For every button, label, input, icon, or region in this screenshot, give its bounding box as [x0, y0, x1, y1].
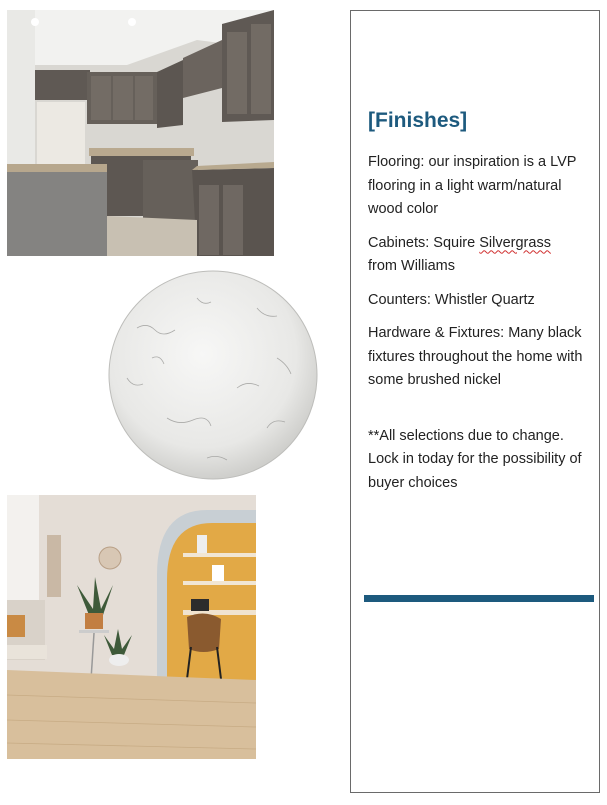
- living-room-photo: [7, 495, 256, 759]
- quartz-swatch-image: [107, 268, 319, 482]
- cabinets-text: [368, 232, 583, 279]
- kitchen-photo: [7, 10, 274, 256]
- selections-note: **All selections due to change. Lock in today for the possibility of buyer choices: [368, 427, 582, 491]
- hardware-text: Hardware & Fixtures: Many black fixtures throughout the home with some brushed nickel: [368, 325, 583, 388]
- quartz-sample-photo: [107, 268, 319, 482]
- spellcheck-flagged-word: Silvergrass: [479, 234, 551, 251]
- accent-bar: [364, 595, 594, 602]
- finishes-panel: [350, 10, 600, 793]
- flooring-text: Flooring: our inspiration is a LVP flooring in a light warm/natural wood color: [368, 154, 577, 217]
- kitchen-cabinets-image: [7, 10, 274, 256]
- counters-text: Counters: Whistler Quartz: [368, 291, 535, 308]
- panel-title: [Finishes]: [368, 109, 468, 132]
- panel-body: [368, 151, 583, 505]
- arched-nook-living-room-image: [7, 495, 256, 759]
- cabinets-suffix: from Williams: [368, 258, 455, 274]
- cabinets-prefix: Cabinets: Squire: [368, 234, 480, 251]
